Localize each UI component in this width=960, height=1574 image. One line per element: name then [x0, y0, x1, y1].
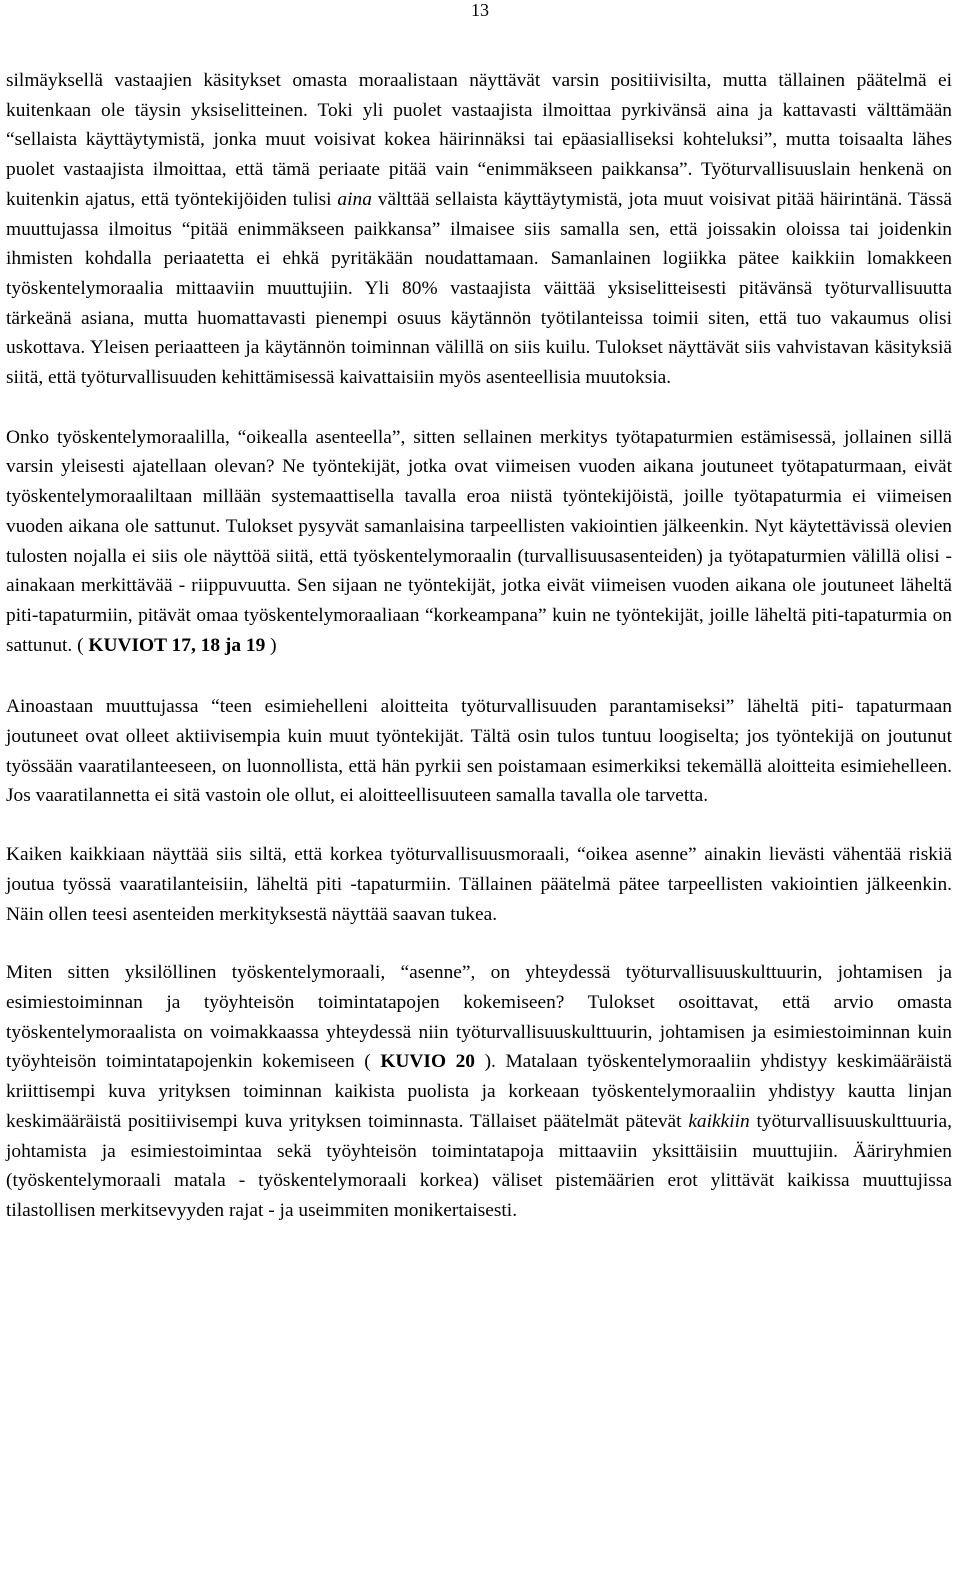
page-number: 13 [471, 0, 489, 20]
text-segment: Ainoastaan muuttujassa “teen esimiehelleni aloitteita työturvallisuuden parantamiseksi” läheltä piti- tapaturmaan joutuneet ovat olleet aktiivisempia kuin muut työntekijät. Tältä osin tulos tuntuu loogiselta; jos työntekijä on joutunut työssään vaaratilanteeseen, on luonnollista, että hän pyrkii sen poistamaan esimerkiksi tekemällä aloitteita esimiehelleen. Jos vaaratilannetta ei sitä vastoin ole ollut, ei aloitteellisuuteen samalla tavalla ole tarvetta. [6, 696, 952, 807]
text-segment: välttää sellaista käyttäytymistä, jota muut voisivat pitää häirintänä. Tässä muuttujassa ilmoitus “pitää enimmäkseen paikkansa” ilmaisee siis samalla sen, että joissakin oloissa tai joidenkin ihmisten kohdalla periaatetta ei ehkä pyritäkään noudattamaan. Samanlainen logiikka pätee kaikkiin lomakkeen työskentelymoraalia mittaaviin muuttujiin. Yli 80% vastaajista väittää yksiselitteisesti pitävänsä työturvallisuutta tärkeänä asiana, mutta huomattavasti pienempi osuus käytännön työtilanteissa toimii siten, että tuo vakaumus olisi uskottava. Yleisen periaatteen ja käytännön toiminnan välillä on siis kuilu. Tulokset näyttävät siis vahvistavan käsityksiä siitä, että työturvallisuuden kehittämisessä kaivattaisiin myös asenteellisia muutoksia. [6, 188, 952, 389]
paragraph-3 [6, 692, 952, 811]
paragraph-5 [6, 958, 952, 1225]
text-segment: työturvallisuuskulttuuria, johtamista ja esimiestoimintaa sekä työyhteisön toimintatapoja mittaaviin yksittäisiin muuttujiin. Ääriryhmien (työskentelymoraali matala - työskentelymoraali korkea) väliset pistemäärien erot ylittävät kaikissa muuttujissa tilastollisen merkitsevyyden rajat - ja useimmiten monikertaisesti. [6, 1110, 952, 1221]
text-segment: Miten sitten yksilöllinen työskentelymoraali, “asenne”, on yhteydessä työturvallisuuskulttuurin, johtamisen ja esimiestoiminnan ja työyhteisön toimintatapojen kokemiseen? Tulokset osoittavat, että arvio omasta työskentelymoraalista on voimakkaassa yhteydessä niin työturvallisuuskulttuurin, johtamisen ja esimiestoiminnan kuin työyhteisön toimintatapojenkin kokemiseen ( [6, 962, 952, 1073]
text-segment: ). Matalaan työskentelymoraaliin yhdistyy keskimääräistä kriittisempi kuva yrityksen toiminnan kaikista puolista ja korkeaan työskentelymoraaliin yhdistyy kautta linjan keskimääräistä positiivisempi kuva yrityksen toiminnasta. Tällaiset päätelmät pätevät [6, 1051, 952, 1132]
figure-reference: KUVIOT 17, 18 ja 19 [88, 634, 266, 656]
text-segment: silmäyksellä vastaajien käsitykset omasta moraalistaan näyttävät varsin positiivisilta, mutta tällainen päätelmä ei kuitenkaan ole täysin yksiselitteinen. Toki yli puolet vastaajista ilmoittaa pyrkivänsä aina ja kattavasti välttämään “sellaista käyttäytymistä, jonka muut voisivat kokea häirinnäksi tai epäasialliseksi kohteluksi”, mutta toisaalta lähes puolet vastaajista ilmoittaa, että tämä periaate pitää vain “enimmäkseen paikkansa”. Työturvallisuuslain henkenä on kuitenkin ajatus, että työntekijöiden tulisi [6, 70, 952, 210]
paragraph-1 [6, 66, 952, 393]
figure-reference: KUVIO 20 [380, 1051, 475, 1073]
emphasis-aina: aina [337, 188, 372, 210]
text-segment: Kaiken kaikkiaan näyttää siis siltä, että korkea työturvallisuusmoraali, “oikea asenne” ainakin lievästi vähentää riskiä joutua työssä vaaratilanteisiin, läheltä piti -tapaturmiin. Tällainen päätelmä pätee tarpeellisten vakiointien jälkeenkin. Näin ollen teesi asenteiden merkityksestä näyttää saavan tukea. [6, 844, 952, 925]
paragraph-4 [6, 840, 952, 929]
emphasis-kaikkiin: kaikkiin [688, 1110, 750, 1132]
body-text [6, 66, 952, 1226]
paragraph-2 [6, 423, 952, 661]
text-segment: ) [265, 634, 277, 656]
text-segment: Onko työskentelymoraalilla, “oikealla asenteella”, sitten sellainen merkitys työtapaturmien estämisessä, jollainen sillä varsin yleisesti ajatellaan olevan? Ne työntekijät, jotka ovat viimeisen vuoden aikana joutuneet työtapaturmaan, eivät työskentelymoraaliltaan millään systemaattisella tavalla eroa niistä työntekijöistä, joille työtapaturmia ei viimeisen vuoden aikana ole sattunut. Tulokset pysyvät samanlaisina tarpeellisten vakiointien jälkeenkin. Nyt käytettävissä olevien tulosten nojalla ei siis ole näyttöä siitä, että työskentelymoraalin (turvallisuusasenteiden) ja työtapaturmien välillä olisi - ainakaan merkittävää - riippuvuutta. Sen sijaan ne työntekijät, jotka eivät viimeisen vuoden aikana ole joutuneet läheltä piti-tapaturmiin, pitävät omaa työskentelymoraaliaan “korkeampana” kuin ne työntekijät, joille läheltä piti-tapaturmia on sattunut. ( [6, 426, 952, 656]
